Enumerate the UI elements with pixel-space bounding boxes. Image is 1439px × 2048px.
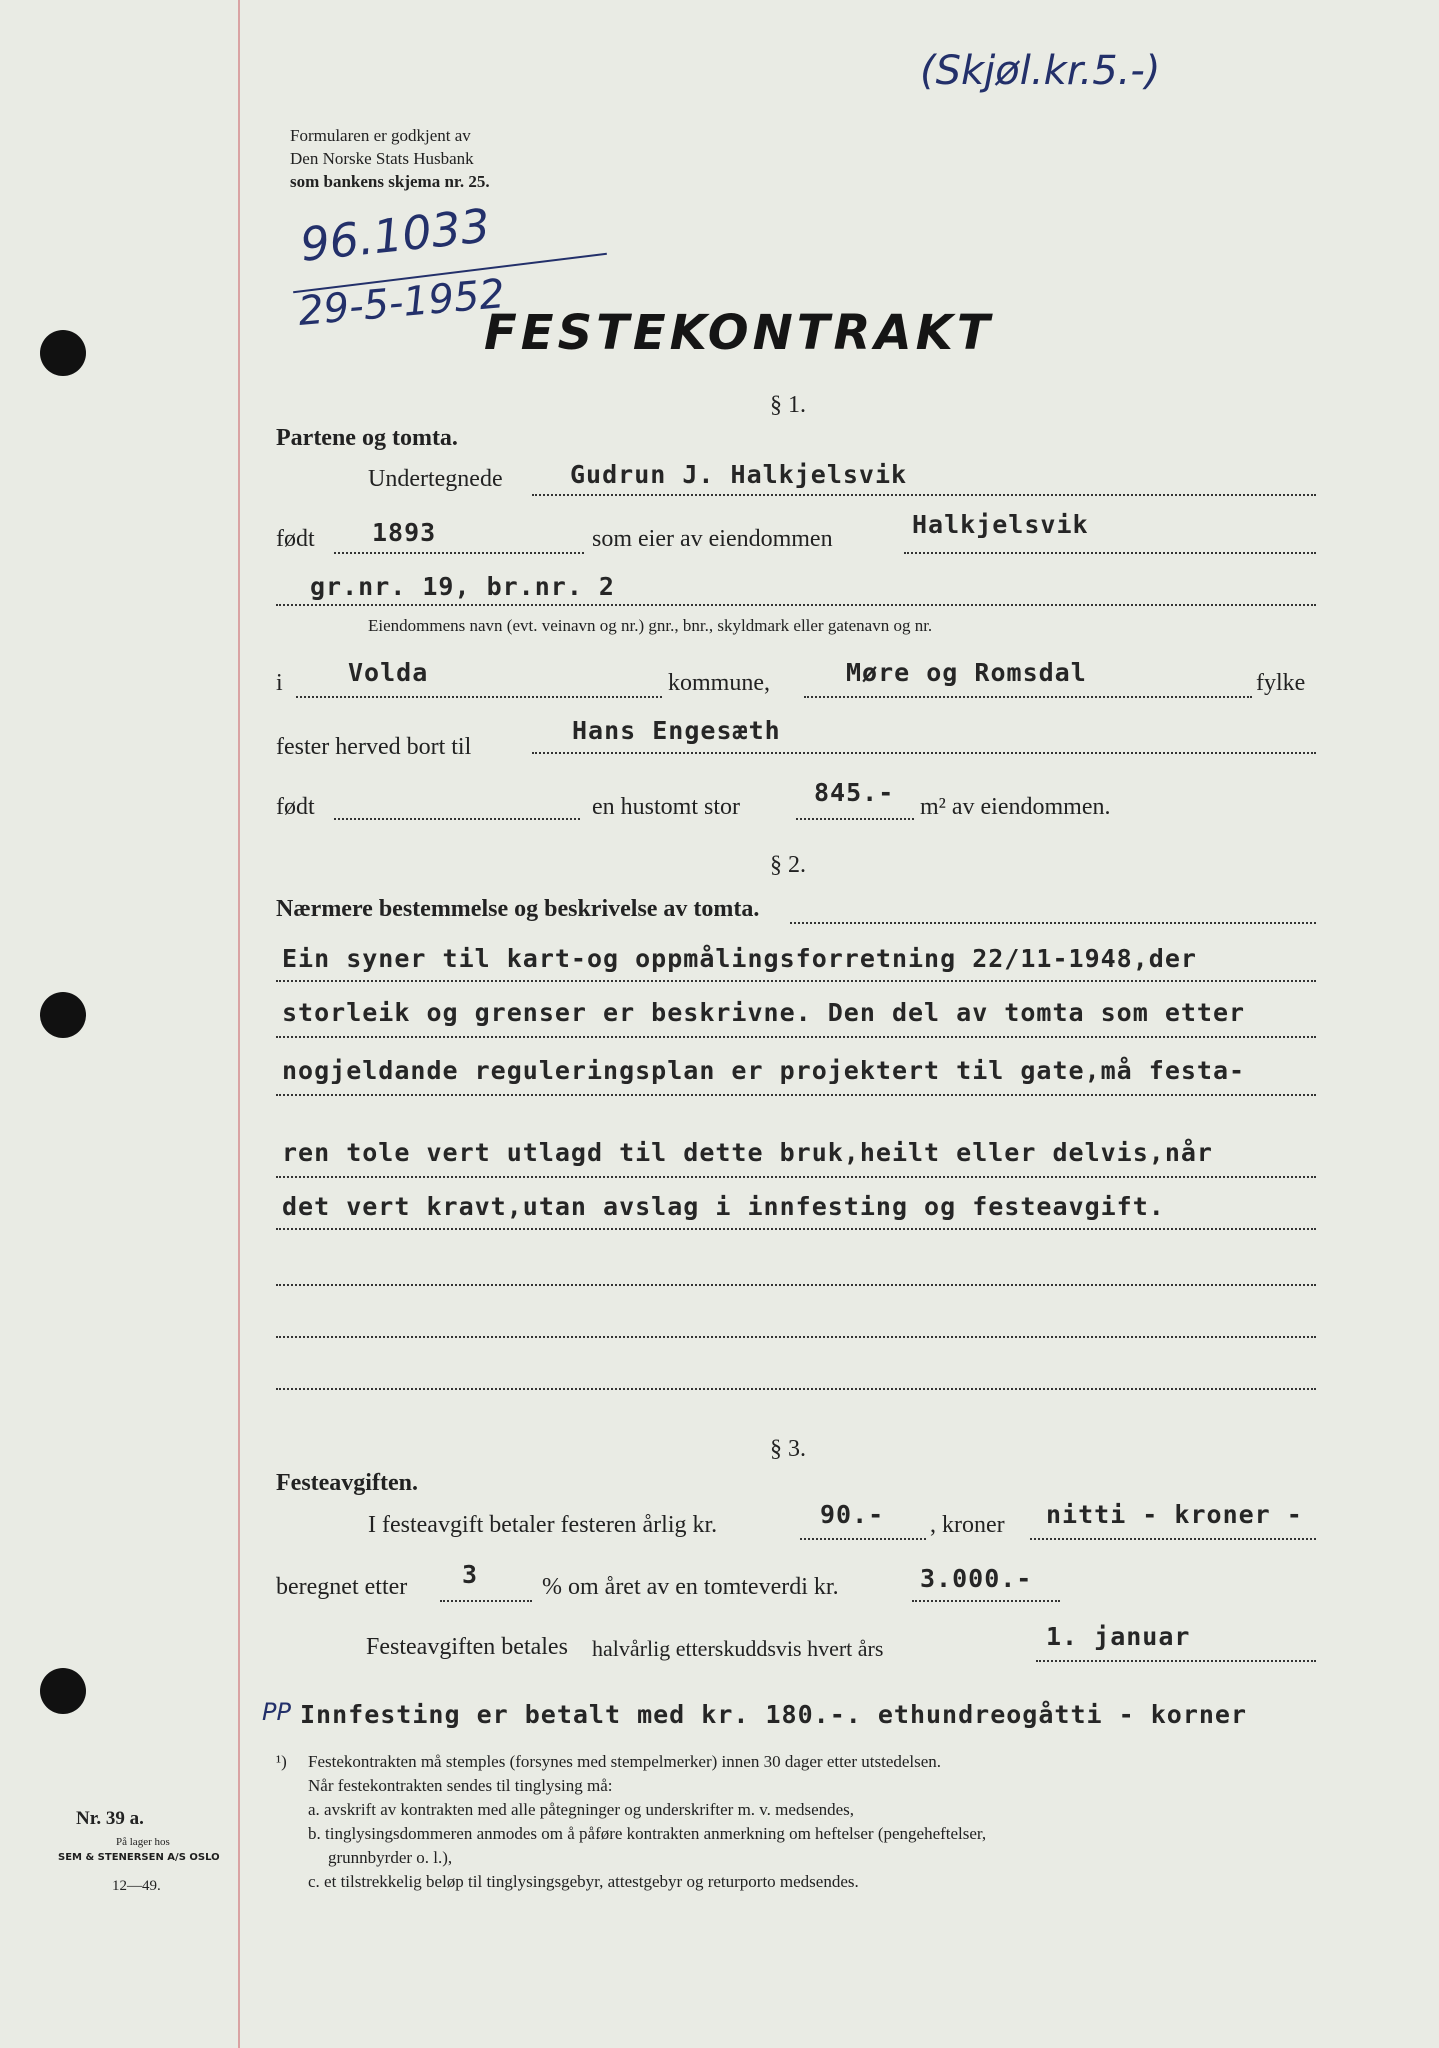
field-line (296, 696, 662, 698)
form-number: Nr. 39 a. (76, 1808, 144, 1829)
lessee-value: Hans Engesæth (572, 716, 781, 745)
field-line (796, 818, 914, 820)
footnote-item: a. avskrift av kontrakten med alle påtegninger og underskrifter m. v. medsendes, (308, 1800, 855, 1819)
municipality-label: kommune, (668, 670, 770, 696)
field-line (276, 1176, 1316, 1178)
punch-hole (40, 992, 86, 1038)
property-caption: Eiendommens navn (evt. veinavn og nr.) gnr., bnr., skyldmark eller gatenavn og nr. (368, 616, 933, 635)
footnote-item: c. et tilstrekkelig beløp til tinglysingsgebyr, attestgebyr og returporto medsendes. (308, 1872, 859, 1891)
calc-label: beregnet etter (276, 1574, 408, 1600)
field-line (276, 980, 1316, 982)
county-label: fylke (1256, 670, 1306, 696)
land-value: 3.000.- (920, 1564, 1033, 1593)
field-line (276, 1094, 1316, 1096)
field-line (276, 1036, 1316, 1038)
approval-line: Formularen er godkjent av (290, 126, 471, 145)
field-line (276, 1284, 1316, 1286)
description-line: nogjeldande reguleringsplan er projektert til gate,må festa- (282, 1056, 1246, 1085)
field-line (532, 752, 1316, 754)
municipality-value: Volda (348, 658, 429, 687)
footnote-item: b. tinglysingsdommeren anmodes om å påføre kontrakten anmerkning om heftelser (pengeheftelser, (308, 1824, 987, 1843)
approval-note (290, 124, 490, 193)
property-line2: gr.nr. 19, br.nr. 2 (310, 572, 615, 601)
field-line (912, 1600, 1060, 1602)
page-title: FESTEKONTRAKT (484, 305, 994, 361)
born-label: født (276, 526, 315, 552)
fee-amount: 90.- (820, 1500, 885, 1529)
field-line (1036, 1660, 1316, 1662)
field-line (334, 818, 580, 820)
section-heading: Nærmere bestemmelse og beskrivelse av tomta. (276, 896, 760, 922)
punch-hole (40, 1668, 86, 1714)
field-line (276, 1388, 1316, 1390)
field-line (440, 1600, 532, 1602)
section-number: § 2. (770, 852, 806, 878)
description-line: ren tole vert utlagd til dette bruk,heilt eller delvis,når (282, 1138, 1213, 1167)
registration-number: 96.1033 (297, 198, 493, 272)
form-edition: 12—49. (112, 1878, 161, 1894)
approval-line: Den Norske Stats Husbank (290, 149, 474, 168)
payment-label: Festeavgiften betales (366, 1634, 568, 1660)
field-line (790, 922, 1316, 924)
fee-label: I festeavgift betaler festeren årlig kr. (368, 1512, 718, 1538)
percent-value: 3 (462, 1560, 479, 1589)
section-heading: Partene og tomta. (276, 425, 458, 451)
fee-label-b: , kroner (930, 1512, 1005, 1538)
field-line (276, 1228, 1316, 1230)
born-value: 1893 (372, 518, 437, 547)
field-line (276, 604, 1316, 606)
leases-label: fester herved bort til (276, 734, 472, 760)
approval-line: som bankens skjema nr. 25. (290, 172, 490, 191)
section-number: § 1. (770, 392, 806, 418)
plot-unit: m² av eiendommen. (920, 794, 1111, 820)
section-heading: Festeavgiften. (276, 1470, 418, 1496)
section-number: § 3. (770, 1436, 806, 1462)
undersigned-value: Gudrun J. Halkjelsvik (570, 460, 908, 489)
field-line (532, 494, 1316, 496)
calc-label-b: % om året av en tomteverdi kr. (542, 1574, 839, 1600)
field-line (334, 552, 584, 554)
description-line: storleik og grenser er beskrivne. Den del av tomta som etter (282, 998, 1246, 1027)
payment-terms: halvårlig etterskuddsvis hvert års (592, 1636, 884, 1661)
plot-size: 845.- (814, 778, 895, 807)
footnote-line: Når festekontrakten sendes til tinglysing må: (308, 1776, 613, 1795)
field-line (804, 696, 1252, 698)
footnote-line: Festekontrakten må stemples (forsynes med stempelmerker) innen 30 dager etter utstedelsen. (308, 1752, 942, 1771)
footnote-item: grunnbyrder o. l.), (328, 1848, 453, 1867)
field-line (1030, 1538, 1316, 1540)
plot-label: en hustomt stor (592, 794, 740, 820)
margin-line (238, 0, 240, 2048)
in-label: i (276, 670, 283, 696)
description-line: Ein syner til kart-og oppmålingsforretning 22/11-1948,der (282, 944, 1197, 973)
field-line (904, 552, 1316, 554)
property-value: Halkjelsvik (912, 510, 1089, 539)
county-value: Møre og Romsdal (846, 658, 1087, 687)
stock-note: På lager hos (116, 1836, 170, 1848)
payment-date: 1. januar (1046, 1622, 1191, 1651)
owner-label: som eier av eiendommen (592, 526, 833, 552)
initials: PP (262, 1698, 291, 1726)
punch-hole (40, 330, 86, 376)
paid-line: Innfesting er betalt med kr. 180.-. ethundreogåtti - korner (300, 1700, 1248, 1729)
footnote-marker: ¹) (276, 1752, 287, 1771)
undersigned-label: Undertegnede (368, 466, 503, 492)
fee-words: nitti - kroner - (1046, 1500, 1303, 1529)
field-line (276, 1336, 1316, 1338)
born2-label: født (276, 794, 315, 820)
printer: SEM & STENERSEN A/S OSLO (58, 1852, 220, 1863)
annotation-top: (Skjøl.kr.5.-) (920, 48, 1161, 94)
registration-date: 29-5-1952 (296, 271, 507, 335)
field-line (800, 1538, 926, 1540)
description-line: det vert kravt,utan avslag i innfesting og festeavgift. (282, 1192, 1165, 1221)
